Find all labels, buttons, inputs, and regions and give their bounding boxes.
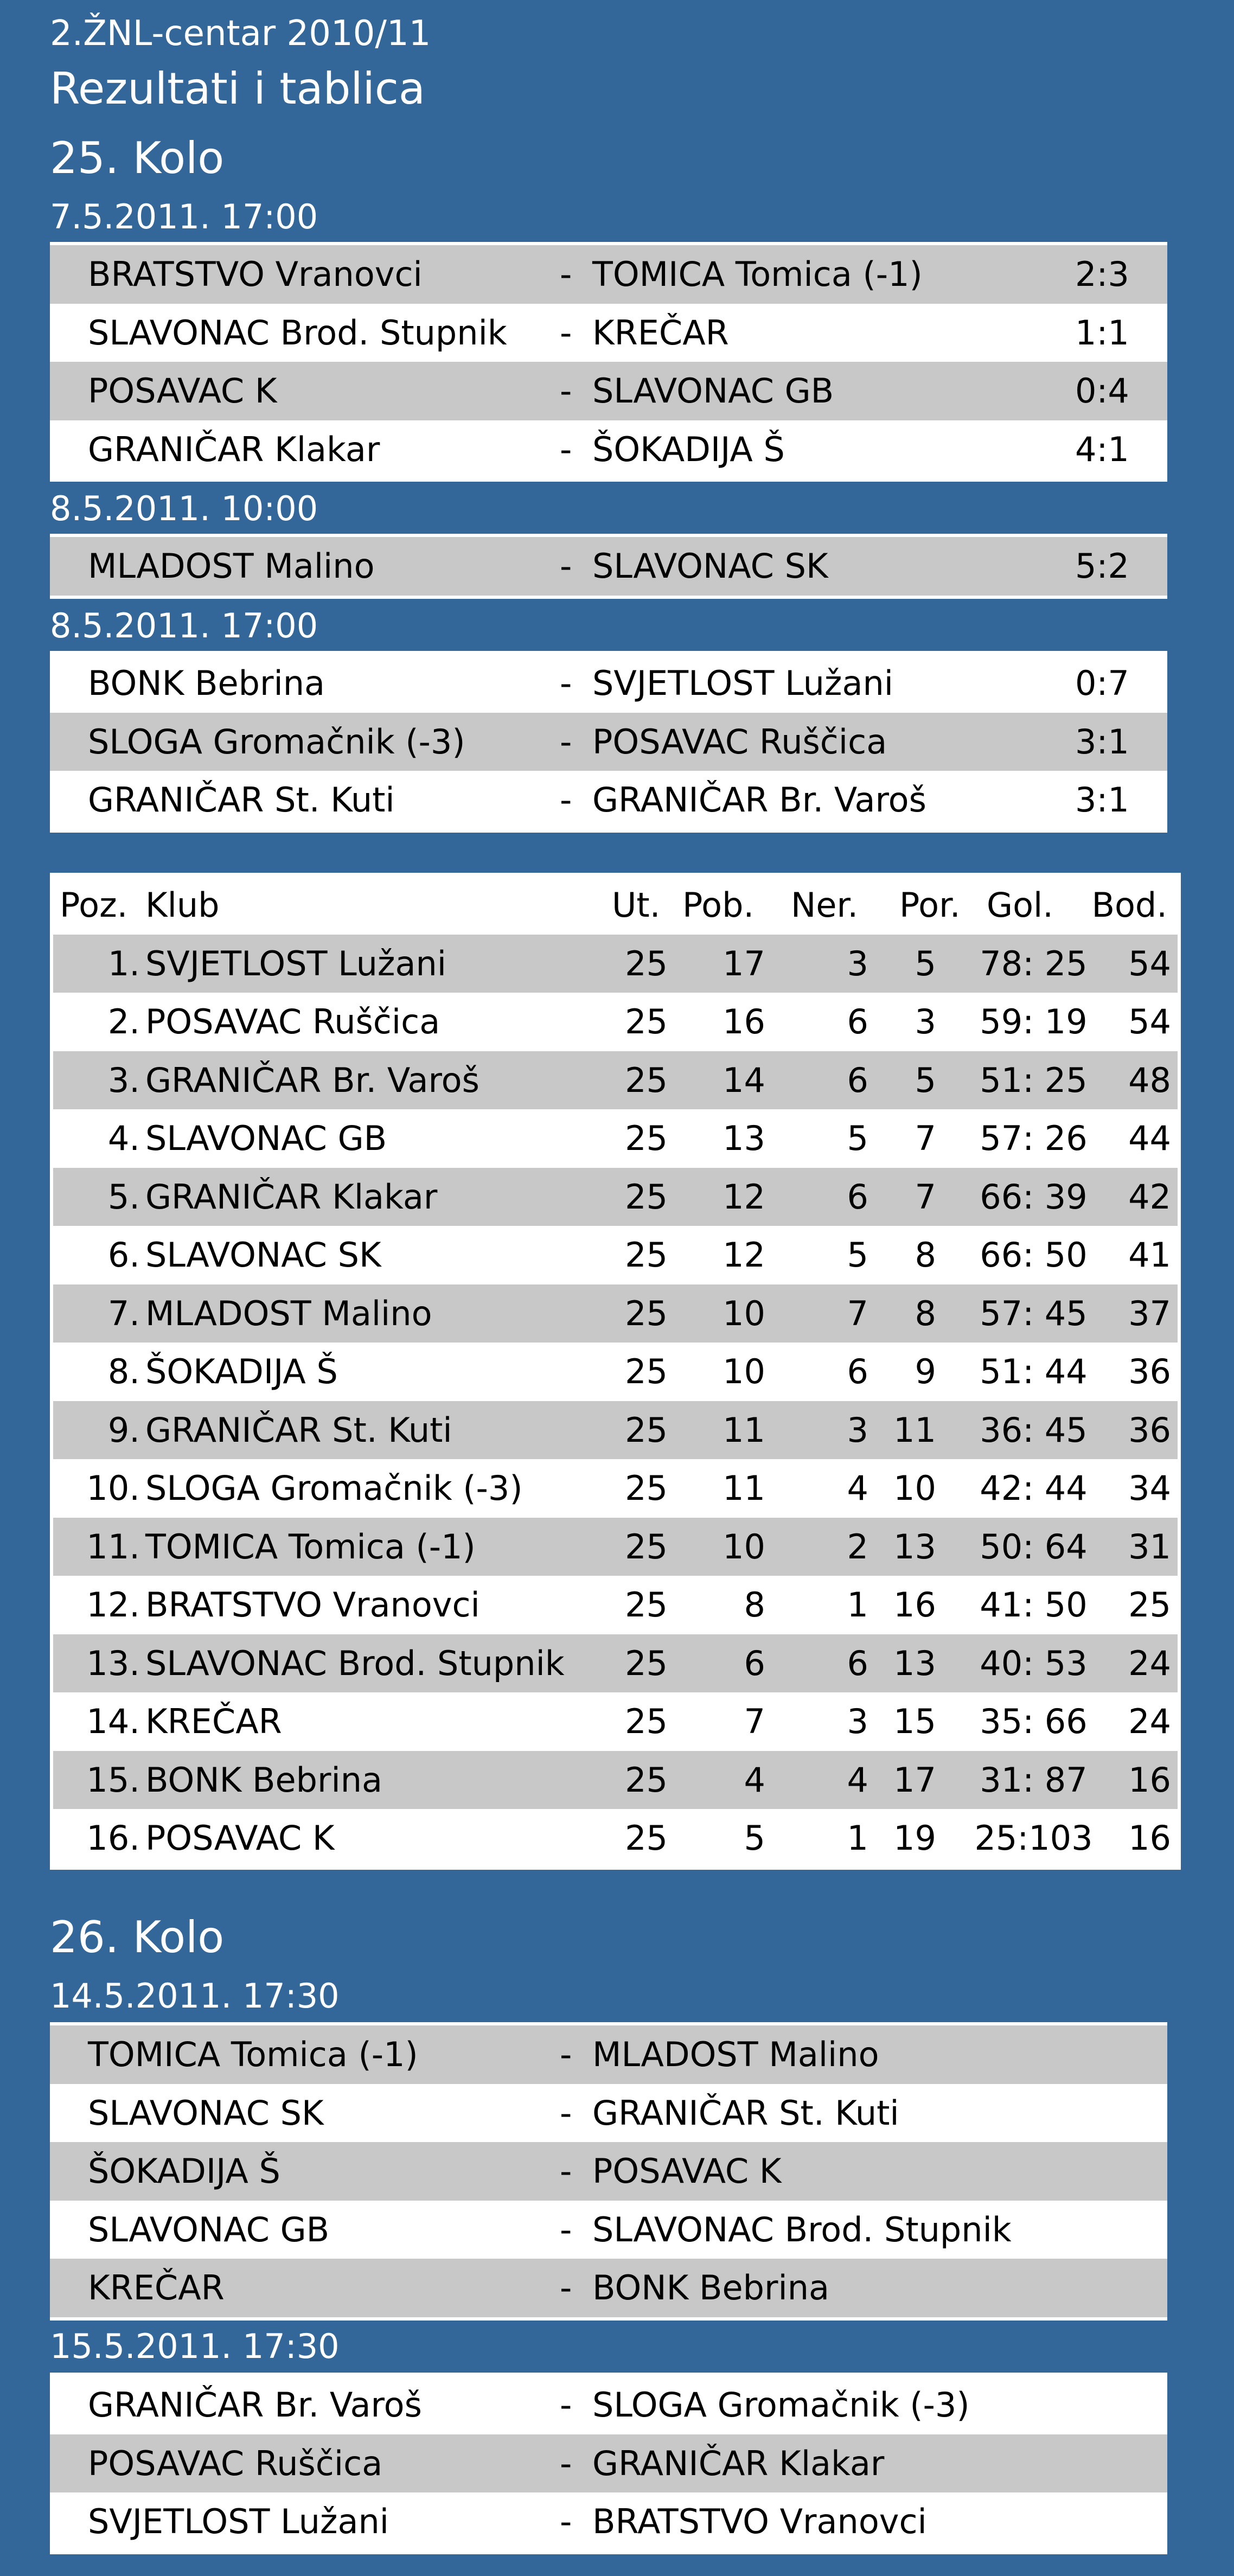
standing-draws: 1 [847, 1818, 868, 1858]
standing-goals: 42: 44 [980, 1468, 1088, 1508]
standing-draws: 6 [847, 1060, 868, 1100]
standing-played: 25 [625, 1002, 668, 1041]
match-row [50, 654, 1167, 713]
standing-points: 37 [1128, 1293, 1171, 1333]
match-separator: - [560, 2268, 572, 2307]
standing-club: SLOGA Gromačnik (-3) [145, 1468, 523, 1508]
match-date: 7.5.2011. 17:00 [50, 197, 318, 236]
match-result: 4:1 [1075, 429, 1129, 469]
standing-goals: 59: 19 [980, 1002, 1088, 1041]
standing-played: 25 [625, 1818, 668, 1858]
match-list [50, 2373, 1167, 2554]
standing-played: 25 [625, 1060, 668, 1100]
home-team: SVJETLOST Lužani [88, 2502, 389, 2541]
standing-club: ŠOKADIJA Š [145, 1352, 338, 1391]
standing-points: 34 [1128, 1468, 1171, 1508]
match-result: 1:1 [1075, 312, 1129, 353]
standing-draws: 3 [847, 1410, 868, 1450]
standing-position: 6. [107, 1235, 140, 1275]
table-row [53, 993, 1178, 1051]
table-row [53, 1226, 1178, 1284]
standing-points: 54 [1128, 943, 1171, 983]
home-team: MLADOST Malino [88, 546, 375, 586]
standing-club: BONK Bebrina [145, 1760, 383, 1800]
standing-points: 25 [1128, 1585, 1171, 1625]
standing-club: SLAVONAC Brod. Stupnik [145, 1643, 565, 1683]
standing-wins: 17 [723, 943, 765, 983]
table-row [53, 935, 1178, 993]
standing-goals: 78: 25 [980, 943, 1088, 983]
standing-wins: 10 [723, 1352, 765, 1391]
standing-losses: 8 [915, 1293, 936, 1333]
match-row [50, 2259, 1167, 2317]
col-header-losses: Por. [899, 885, 961, 925]
match-date: 8.5.2011. 10:00 [50, 489, 318, 528]
standing-wins: 12 [723, 1235, 765, 1275]
table-row [53, 1401, 1178, 1460]
standing-wins: 10 [723, 1293, 765, 1333]
away-team: GRANIČAR St. Kuti [592, 2093, 899, 2133]
standing-points: 48 [1128, 1060, 1171, 1100]
match-row [50, 420, 1167, 479]
table-row [53, 1809, 1178, 1868]
standing-points: 44 [1128, 1118, 1171, 1158]
match-row [50, 245, 1167, 304]
table-row [53, 1518, 1178, 1576]
standing-club: GRANIČAR Klakar [145, 1177, 438, 1217]
match-row [50, 2434, 1167, 2493]
match-separator: - [560, 663, 572, 703]
standing-position: 5. [107, 1177, 140, 1217]
page-subtitle: Rezultati i tablica [50, 63, 425, 114]
standing-losses: 9 [915, 1352, 936, 1391]
col-header-wins: Pob. [682, 885, 755, 925]
standing-played: 25 [625, 1643, 668, 1683]
away-team: SLAVONAC GB [592, 371, 834, 411]
standings-rows [53, 935, 1178, 1868]
match-row [50, 2084, 1167, 2143]
match-row [50, 2201, 1167, 2259]
home-team: SLOGA Gromačnik (-3) [88, 721, 465, 762]
standing-club: POSAVAC K [145, 1818, 335, 1858]
standing-club: SLAVONAC GB [145, 1118, 387, 1158]
match-list [50, 534, 1167, 599]
home-team: GRANIČAR St. Kuti [88, 780, 395, 820]
home-team: POSAVAC Ruščica [88, 2443, 383, 2483]
standing-points: 24 [1128, 1643, 1171, 1683]
match-separator: - [560, 2209, 572, 2249]
standing-played: 25 [625, 1352, 668, 1391]
standing-goals: 40: 53 [980, 1643, 1088, 1683]
standing-draws: 4 [847, 1468, 868, 1508]
standing-points: 31 [1128, 1526, 1171, 1567]
home-team: SLAVONAC GB [88, 2209, 330, 2249]
standing-points: 24 [1128, 1702, 1171, 1741]
col-header-draws: Ner. [791, 885, 859, 925]
match-separator: - [560, 254, 572, 294]
standing-club: POSAVAC Ruščica [145, 1002, 440, 1041]
standing-goals: 66: 39 [980, 1177, 1088, 1217]
standing-points: 16 [1128, 1760, 1171, 1800]
standings-header-row [53, 876, 1178, 935]
standing-points: 36 [1128, 1352, 1171, 1391]
table-row [53, 1168, 1178, 1226]
standing-wins: 12 [723, 1177, 765, 1217]
match-row [50, 537, 1167, 596]
standing-position: 8. [107, 1352, 140, 1391]
standing-wins: 11 [723, 1410, 765, 1450]
match-separator: - [560, 2502, 572, 2541]
match-list [50, 242, 1167, 482]
col-header-played: Ut. [612, 885, 661, 925]
standing-goals: 51: 25 [980, 1060, 1088, 1100]
standing-position: 15. [86, 1760, 140, 1800]
round-26-title: 26. Kolo [50, 1912, 225, 1963]
standing-goals: 51: 44 [980, 1352, 1088, 1391]
standing-losses: 7 [915, 1118, 936, 1158]
standing-wins: 14 [723, 1060, 765, 1100]
standing-wins: 5 [744, 1818, 765, 1858]
standing-played: 25 [625, 1293, 668, 1333]
standing-club: BRATSTVO Vranovci [145, 1585, 480, 1625]
standing-goals: 66: 50 [980, 1235, 1088, 1275]
table-row [53, 1751, 1178, 1810]
standing-position: 3. [107, 1060, 140, 1100]
standing-goals: 57: 45 [980, 1293, 1088, 1333]
standing-club: SLAVONAC SK [145, 1235, 381, 1275]
round-25-title: 25. Kolo [50, 133, 225, 183]
standing-played: 25 [625, 1702, 668, 1741]
standing-goals: 57: 26 [980, 1118, 1088, 1158]
col-header-goals: Gol. [987, 885, 1053, 925]
standing-losses: 13 [893, 1643, 936, 1683]
standing-draws: 4 [847, 1760, 868, 1800]
match-row [50, 771, 1167, 829]
away-team: SLAVONAC Brod. Stupnik [592, 2209, 1012, 2249]
standing-goals: 25:103 [974, 1818, 1093, 1858]
standing-goals: 35: 66 [980, 1702, 1088, 1741]
standing-position: 7. [107, 1293, 140, 1333]
standing-position: 13. [86, 1643, 140, 1683]
standing-losses: 10 [893, 1468, 936, 1508]
standing-wins: 16 [723, 1002, 765, 1041]
home-team: ŠOKADIJA Š [88, 2151, 280, 2191]
match-separator: - [560, 780, 572, 820]
standing-draws: 5 [847, 1118, 868, 1158]
standing-position: 9. [107, 1410, 140, 1450]
table-row [53, 1459, 1178, 1518]
standing-position: 12. [86, 1585, 140, 1625]
col-header-club: Klub [145, 885, 220, 925]
match-date: 8.5.2011. 17:00 [50, 606, 318, 645]
match-separator: - [560, 312, 572, 353]
standing-points: 36 [1128, 1410, 1171, 1450]
match-row [50, 2025, 1167, 2084]
away-team: BRATSTVO Vranovci [592, 2502, 927, 2541]
table-row [53, 1634, 1178, 1693]
standing-draws: 1 [847, 1585, 868, 1625]
standing-played: 25 [625, 1760, 668, 1800]
match-result: 2:3 [1075, 254, 1129, 294]
standing-draws: 5 [847, 1235, 868, 1275]
match-row [50, 2492, 1167, 2551]
table-row [53, 1343, 1178, 1401]
match-row [50, 304, 1167, 362]
standing-position: 4. [107, 1118, 140, 1158]
standing-club: GRANIČAR St. Kuti [145, 1410, 452, 1450]
standing-goals: 36: 45 [980, 1410, 1088, 1450]
standing-club: GRANIČAR Br. Varoš [145, 1060, 479, 1100]
standing-position: 10. [86, 1468, 140, 1508]
away-team: KREČAR [592, 312, 729, 353]
standing-draws: 3 [847, 1702, 868, 1741]
league-title: 2.ŽNL-centar 2010/11 [50, 14, 431, 54]
standing-losses: 11 [893, 1410, 936, 1450]
match-result: 3:1 [1075, 780, 1129, 820]
standing-played: 25 [625, 1177, 668, 1217]
standing-wins: 7 [744, 1702, 765, 1741]
col-header-points: Bod. [1091, 885, 1167, 925]
standing-losses: 15 [893, 1702, 936, 1741]
home-team: GRANIČAR Br. Varoš [88, 2385, 422, 2425]
away-team: GRANIČAR Klakar [592, 2443, 885, 2483]
match-row [50, 2376, 1167, 2434]
match-result: 3:1 [1075, 721, 1129, 762]
home-team: SLAVONAC SK [88, 2093, 324, 2133]
away-team: BONK Bebrina [592, 2268, 830, 2307]
table-row [53, 1576, 1178, 1634]
match-separator: - [560, 721, 572, 762]
standing-position: 14. [86, 1702, 140, 1741]
standing-goals: 31: 87 [980, 1760, 1088, 1800]
match-date: 15.5.2011. 17:30 [50, 2326, 340, 2366]
standing-draws: 6 [847, 1352, 868, 1391]
standing-losses: 3 [915, 1002, 936, 1041]
match-separator: - [560, 546, 572, 586]
standing-draws: 6 [847, 1643, 868, 1683]
standing-position: 1. [107, 943, 140, 983]
col-header-position: Poz. [60, 885, 128, 925]
away-team: SLOGA Gromačnik (-3) [592, 2385, 970, 2425]
home-team: BRATSTVO Vranovci [88, 254, 423, 294]
standings-table [50, 873, 1181, 1870]
match-date: 14.5.2011. 17:30 [50, 1976, 340, 2016]
match-result: 0:4 [1075, 371, 1129, 411]
home-team: KREČAR [88, 2268, 225, 2307]
match-row [50, 2142, 1167, 2201]
standing-draws: 6 [847, 1002, 868, 1041]
standing-draws: 2 [847, 1526, 868, 1567]
standing-losses: 17 [893, 1760, 936, 1800]
standing-losses: 8 [915, 1235, 936, 1275]
home-team: TOMICA Tomica (-1) [88, 2035, 418, 2074]
standing-points: 16 [1128, 1818, 1171, 1858]
away-team: ŠOKADIJA Š [592, 429, 785, 469]
standing-wins: 10 [723, 1526, 765, 1567]
away-team: TOMICA Tomica (-1) [592, 254, 923, 294]
match-list [50, 651, 1167, 833]
standing-wins: 11 [723, 1468, 765, 1508]
standing-losses: 7 [915, 1177, 936, 1217]
standing-losses: 19 [893, 1818, 936, 1858]
match-separator: - [560, 371, 572, 411]
standing-club: KREČAR [145, 1702, 282, 1741]
standing-played: 25 [625, 1410, 668, 1450]
standing-points: 41 [1128, 1235, 1171, 1275]
standing-losses: 5 [915, 1060, 936, 1100]
away-team: SVJETLOST Lužani [592, 663, 893, 703]
standing-losses: 5 [915, 943, 936, 983]
standing-club: MLADOST Malino [145, 1293, 432, 1333]
standing-played: 25 [625, 1235, 668, 1275]
standing-goals: 50: 64 [980, 1526, 1088, 1567]
table-row [53, 1692, 1178, 1751]
match-separator: - [560, 2151, 572, 2191]
standing-played: 25 [625, 1585, 668, 1625]
standing-draws: 6 [847, 1177, 868, 1217]
away-team: MLADOST Malino [592, 2035, 879, 2074]
home-team: POSAVAC K [88, 371, 277, 411]
standing-losses: 16 [893, 1585, 936, 1625]
standing-losses: 13 [893, 1526, 936, 1567]
match-list [50, 2022, 1167, 2321]
table-row [53, 1109, 1178, 1168]
away-team: POSAVAC Ruščica [592, 721, 887, 762]
standing-points: 42 [1128, 1177, 1171, 1217]
match-result: 0:7 [1075, 663, 1129, 703]
standing-position: 16. [86, 1818, 140, 1858]
standing-club: TOMICA Tomica (-1) [145, 1526, 476, 1567]
standing-goals: 41: 50 [980, 1585, 1088, 1625]
match-row [50, 713, 1167, 771]
home-team: BONK Bebrina [88, 663, 325, 703]
table-row [53, 1284, 1178, 1343]
standing-played: 25 [625, 1526, 668, 1567]
standing-wins: 8 [744, 1585, 765, 1625]
match-separator: - [560, 429, 572, 469]
match-separator: - [560, 2035, 572, 2074]
standing-played: 25 [625, 1468, 668, 1508]
match-separator: - [560, 2443, 572, 2483]
standing-played: 25 [625, 943, 668, 983]
table-row [53, 1051, 1178, 1110]
standing-wins: 6 [744, 1643, 765, 1683]
standing-wins: 4 [744, 1760, 765, 1800]
away-team: GRANIČAR Br. Varoš [592, 780, 926, 820]
match-result: 5:2 [1075, 546, 1129, 586]
away-team: SLAVONAC SK [592, 546, 828, 586]
standing-points: 54 [1128, 1002, 1171, 1041]
away-team: POSAVAC K [592, 2151, 782, 2191]
standing-club: SVJETLOST Lužani [145, 943, 446, 983]
home-team: GRANIČAR Klakar [88, 429, 380, 469]
match-separator: - [560, 2093, 572, 2133]
match-separator: - [560, 2385, 572, 2425]
standing-wins: 13 [723, 1118, 765, 1158]
standing-position: 11. [86, 1526, 140, 1567]
home-team: SLAVONAC Brod. Stupnik [88, 312, 507, 353]
standing-draws: 3 [847, 943, 868, 983]
standing-position: 2. [107, 1002, 140, 1041]
standing-draws: 7 [847, 1293, 868, 1333]
match-row [50, 362, 1167, 420]
standing-played: 25 [625, 1118, 668, 1158]
